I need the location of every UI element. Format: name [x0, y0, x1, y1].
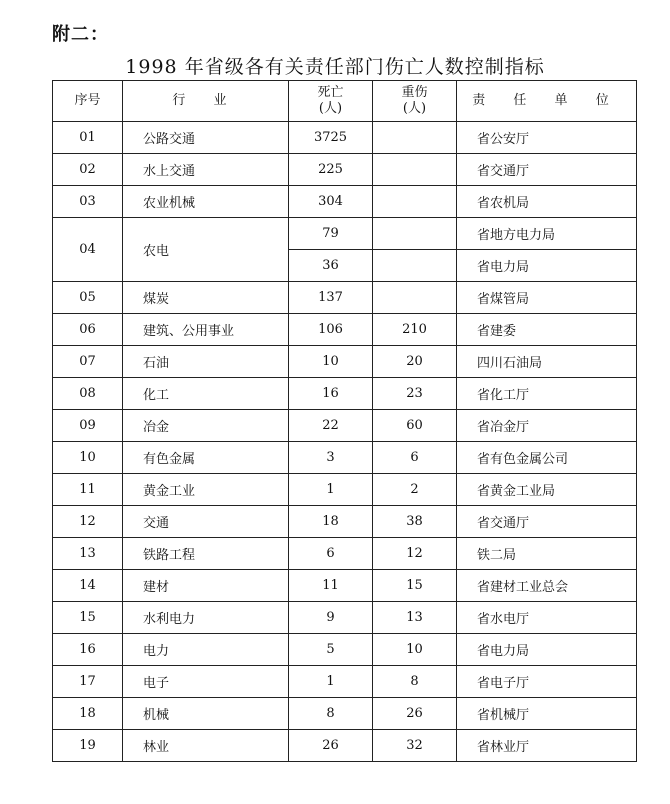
death-cell: 1 — [289, 666, 373, 698]
table-row — [53, 538, 637, 570]
industry-cell: 煤炭 — [123, 282, 289, 314]
death-cell: 22 — [289, 410, 373, 442]
unit-cell: 省林业厅 — [457, 730, 637, 762]
unit-cell: 省黄金工业局 — [457, 474, 637, 506]
unit-cell: 省电力局 — [457, 634, 637, 666]
death-cell: 36 — [289, 250, 373, 282]
death-cell: 8 — [289, 698, 373, 730]
death-cell: 3 — [289, 442, 373, 474]
unit-cell: 省化工厅 — [457, 378, 637, 410]
seq-cell: 06 — [53, 314, 123, 346]
seq-cell: 09 — [53, 410, 123, 442]
injury-cell: 2 — [373, 474, 457, 506]
seq-cell: 12 — [53, 506, 123, 538]
injury-cell — [373, 250, 457, 282]
industry-cell: 水利电力 — [123, 602, 289, 634]
industry-cell: 建筑、公用事业 — [123, 314, 289, 346]
injury-cell: 26 — [373, 698, 457, 730]
table-row — [53, 602, 637, 634]
death-cell: 304 — [289, 186, 373, 218]
death-cell: 137 — [289, 282, 373, 314]
table-row — [53, 186, 637, 218]
header-death-unit: (人) — [318, 101, 343, 116]
header-death — [289, 81, 373, 122]
header-seq: 序号 — [53, 81, 123, 122]
injury-cell: 38 — [373, 506, 457, 538]
death-cell: 26 — [289, 730, 373, 762]
industry-cell: 农业机械 — [123, 186, 289, 218]
header-industry: 行 业 — [123, 81, 289, 122]
injury-cell: 32 — [373, 730, 457, 762]
table-row — [53, 122, 637, 154]
industry-cell: 公路交通 — [123, 122, 289, 154]
injury-cell: 15 — [373, 570, 457, 602]
unit-cell: 省建材工业总会 — [457, 570, 637, 602]
seq-cell: 19 — [53, 730, 123, 762]
seq-cell: 05 — [53, 282, 123, 314]
injury-cell: 210 — [373, 314, 457, 346]
header-death-label: 死亡 — [317, 85, 344, 100]
seq-cell: 01 — [53, 122, 123, 154]
table-row — [53, 218, 637, 250]
table-header-row — [53, 81, 637, 122]
injury-cell — [373, 282, 457, 314]
industry-cell: 有色金属 — [123, 442, 289, 474]
industry-cell: 铁路工程 — [123, 538, 289, 570]
injury-cell — [373, 122, 457, 154]
death-cell: 6 — [289, 538, 373, 570]
table-row — [53, 506, 637, 538]
injury-cell: 6 — [373, 442, 457, 474]
seq-cell: 02 — [53, 154, 123, 186]
header-unit: 责 任 单 位 — [457, 81, 637, 122]
injury-cell: 13 — [373, 602, 457, 634]
table-row — [53, 282, 637, 314]
seq-cell: 16 — [53, 634, 123, 666]
unit-cell: 省建委 — [457, 314, 637, 346]
table-row — [53, 474, 637, 506]
seq-cell: 10 — [53, 442, 123, 474]
seq-cell: 11 — [53, 474, 123, 506]
unit-cell: 省水电厅 — [457, 602, 637, 634]
seq-cell: 08 — [53, 378, 123, 410]
unit-cell: 省冶金厅 — [457, 410, 637, 442]
header-injury-label: 重伤 — [401, 85, 428, 100]
injury-cell — [373, 218, 457, 250]
table-row — [53, 410, 637, 442]
seq-cell: 17 — [53, 666, 123, 698]
industry-cell: 电子 — [123, 666, 289, 698]
death-cell: 18 — [289, 506, 373, 538]
industry-cell: 黄金工业 — [123, 474, 289, 506]
injury-cell: 20 — [373, 346, 457, 378]
injury-cell: 60 — [373, 410, 457, 442]
industry-cell: 石油 — [123, 346, 289, 378]
document-title: 1998 年省级各有关责任部门伤亡人数控制指标 — [125, 56, 545, 78]
industry-cell: 化工 — [123, 378, 289, 410]
industry-cell: 建材 — [123, 570, 289, 602]
unit-cell: 省公安厅 — [457, 122, 637, 154]
death-cell: 225 — [289, 154, 373, 186]
table-row — [53, 442, 637, 474]
death-cell: 9 — [289, 602, 373, 634]
table-row — [53, 378, 637, 410]
unit-cell: 省农机局 — [457, 186, 637, 218]
unit-cell: 省地方电力局 — [457, 218, 637, 250]
unit-cell: 省机械厅 — [457, 698, 637, 730]
casualty-control-table — [52, 80, 637, 762]
unit-cell: 省交通厅 — [457, 154, 637, 186]
death-cell: 106 — [289, 314, 373, 346]
death-cell: 10 — [289, 346, 373, 378]
table-row — [53, 666, 637, 698]
seq-cell: 13 — [53, 538, 123, 570]
injury-cell — [373, 186, 457, 218]
unit-cell: 省电子厅 — [457, 666, 637, 698]
death-cell: 3725 — [289, 122, 373, 154]
table-row — [53, 346, 637, 378]
industry-cell: 水上交通 — [123, 154, 289, 186]
injury-cell: 8 — [373, 666, 457, 698]
injury-cell: 23 — [373, 378, 457, 410]
header-injury-unit: (人) — [402, 101, 427, 116]
unit-cell: 省煤管局 — [457, 282, 637, 314]
death-cell: 11 — [289, 570, 373, 602]
seq-cell: 15 — [53, 602, 123, 634]
injury-cell: 12 — [373, 538, 457, 570]
death-cell: 5 — [289, 634, 373, 666]
death-cell: 79 — [289, 218, 373, 250]
seq-cell: 03 — [53, 186, 123, 218]
industry-cell: 交通 — [123, 506, 289, 538]
unit-cell: 省交通厅 — [457, 506, 637, 538]
industry-cell: 农电 — [123, 218, 289, 282]
table-row — [53, 570, 637, 602]
table-row — [53, 634, 637, 666]
industry-cell: 电力 — [123, 634, 289, 666]
injury-cell: 10 — [373, 634, 457, 666]
unit-cell: 省电力局 — [457, 250, 637, 282]
death-cell: 1 — [289, 474, 373, 506]
unit-cell: 四川石油局 — [457, 346, 637, 378]
annex-label: 附二： — [52, 24, 109, 45]
table-row — [53, 698, 637, 730]
seq-cell: 07 — [53, 346, 123, 378]
seq-cell: 04 — [53, 218, 123, 282]
table-row — [53, 730, 637, 762]
table-row — [53, 154, 637, 186]
unit-cell: 铁二局 — [457, 538, 637, 570]
injury-cell — [373, 154, 457, 186]
industry-cell: 机械 — [123, 698, 289, 730]
unit-cell: 省有色金属公司 — [457, 442, 637, 474]
death-cell: 16 — [289, 378, 373, 410]
industry-cell: 冶金 — [123, 410, 289, 442]
header-injury — [373, 81, 457, 122]
seq-cell: 14 — [53, 570, 123, 602]
table-row — [53, 314, 637, 346]
industry-cell: 林业 — [123, 730, 289, 762]
seq-cell: 18 — [53, 698, 123, 730]
